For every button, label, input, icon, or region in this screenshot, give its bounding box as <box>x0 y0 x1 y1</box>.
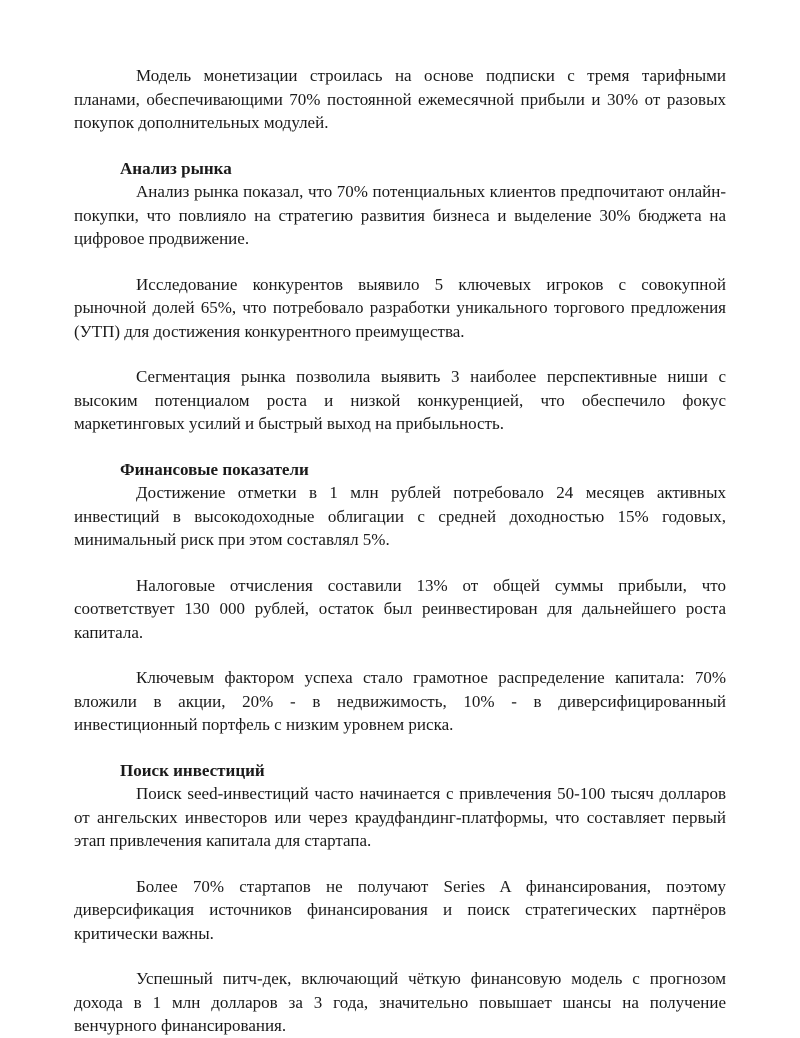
paragraph: Более 70% стартапов не получают Series A финансирования, поэтому диверсификация источников финансирования и поиск стратегических партнёров критически важны. <box>74 876 726 943</box>
paragraph: Успешный питч-дек, включающий чёткую финансовую модель с прогнозом дохода в 1 млн долларов за 3 года, значительно повышает шансы на получение венчурного финансирования. <box>74 969 726 1035</box>
section-market-analysis <box>74 157 726 436</box>
paragraph: Анализ рынка показал, что 70% потенциальных клиентов предпочитают онлайн-покупки, что повлияло на стратегию развития бизнеса и выделение 30% бюджета на цифровое продвижение. <box>74 182 726 248</box>
paragraph: Достижение отметки в 1 млн рублей потребовало 24 месяцев активных инвестиций в высокодоходные облигации с средней доходностью 15% годовых, минимальный риск при этом составлял 5%. <box>74 483 726 549</box>
section-investment-search <box>74 759 726 1038</box>
paragraph: Исследование конкурентов выявило 5 ключевых игроков с совокупной рыночной долей 65%, что потребовало разработки уникального торгового предложения (УТП) для достижения конкурентного преимущества. <box>74 274 726 341</box>
paragraph: Ключевым фактором успеха стало грамотное распределение капитала: 70% вложили в акции, 20% - в недвижимость, 10% - в диверсифицированный инвестиционный портфель с низким уровнем риска. <box>74 668 726 734</box>
section-heading: Анализ рынка <box>120 158 232 178</box>
paragraph: Налоговые отчисления составили 13% от общей суммы прибыли, что соответствует 130 000 рублей, остаток был реинвестирован для дальнейшего роста капитала. <box>74 575 726 642</box>
section-financial-indicators <box>74 458 726 737</box>
section-heading: Поиск инвестиций <box>120 760 265 780</box>
section-heading: Финансовые показатели <box>120 459 309 479</box>
document-page <box>74 64 726 1038</box>
intro-paragraph: Модель монетизации строилась на основе подписки с тремя тарифными планами, обеспечивающими 70% постоянной ежемесячной прибыли и 30% от разовых покупок дополнительных модулей. <box>74 66 726 132</box>
paragraph: Сегментация рынка позволила выявить 3 наиболее перспективные ниши с высоким потенциалом роста и низкой конкуренцией, что обеспечило фокус маркетинговых усилий и быстрый выход на прибыльность. <box>74 367 726 433</box>
paragraph: Поиск seed-инвестиций часто начинается с привлечения 50-100 тысяч долларов от ангельских инвесторов или через краудфандинг-платформы, что составляет первый этап привлечения капитала для стартапа. <box>74 784 726 850</box>
